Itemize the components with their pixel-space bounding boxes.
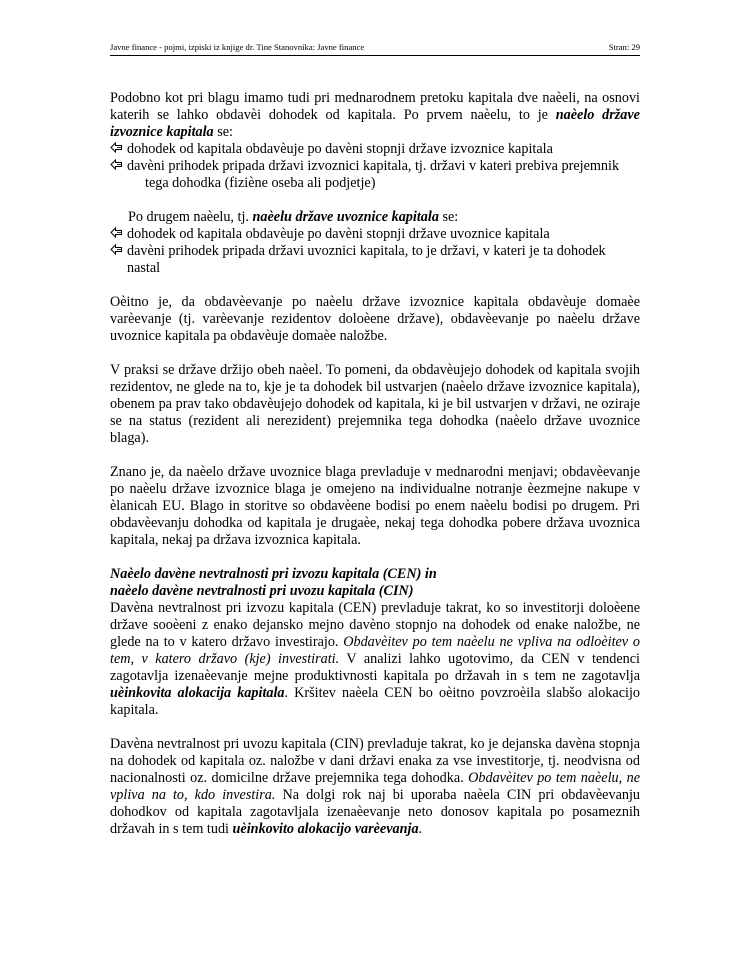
- paragraph-second-principle: [110, 209, 640, 226]
- pointing-hand-icon: [110, 226, 123, 244]
- paragraph-cin: [110, 736, 640, 838]
- text-span: se:: [213, 124, 233, 140]
- text-span: V analizi lahko ugotovimo, da CEN v tendenci zagotavlja izenaèevanje mejne produktivnosti kapitala po državah in s tem ne zagotavlja: [110, 651, 640, 684]
- text-span: . Kršitev naèela CEN bo oèitno povzroèila slabšo alokacijo kapitala.: [110, 685, 640, 718]
- section-heading: [110, 566, 640, 600]
- page-number: Stran: 29: [608, 42, 640, 52]
- emphasis-term: uèinkovito alokacijo varèevanja: [232, 821, 419, 837]
- heading-line: naèelo davène nevtralnosti pri uvozu kapitala (CIN): [110, 583, 414, 599]
- header-title: Javne finance - pojmi, izpiski iz knjige dr. Tine Stanovnika: Javne finance: [110, 42, 365, 52]
- page-header: [110, 42, 640, 56]
- paragraph-goods: Znano je, da naèelo države uvoznice blaga prevladuje v mednarodni menjavi; obdavèevanje po naèelu države izvoznice blaga je omejeno na individualne notranje èezmejne nakupe v èlanicah EU. Blago in storitve so obdavèene bodisi po enem naèelu bodisi po drugem. Pri obdavèevanju dohodka od kapitala je drugaèe, nekaj tega dohodka pobere država uvoznica kapitala, nekaj pa država izvoznica kapitala.: [110, 464, 640, 548]
- paragraph-cen: [110, 600, 640, 719]
- list-item-text: davèni prihodek pripada državi uvoznici kapitala, to je državi, v kateri je ta dohodek: [127, 243, 606, 259]
- text-span: Podobno kot pri blagu imamo tudi pri mednarodnem pretoku kapitala dve naèeli, na osnovi katerih se lahko obdavèi dohodek od kapitala. Po prvem naèelu, to je: [110, 90, 640, 123]
- italic-text: Obdavèitev po tem naèelu, ne vpliva na to, kdo investira.: [110, 770, 640, 803]
- pointing-hand-icon: [110, 141, 123, 159]
- list-item-text: dohodek od kapitala obdavèuje po davèni stopnji države izvoznice kapitala: [127, 141, 553, 157]
- paragraph-intro: [110, 90, 640, 141]
- list-item: [110, 141, 640, 158]
- text-span: Po drugem naèelu, tj.: [128, 209, 253, 225]
- text-span: Na dolgi rok naj bi uporaba naèela CIN pri obdavèevanju dohodkov od kapitala zagotavljala izenaèevanje neto donosov kapitala po posameznih državah in s tem tudi: [110, 787, 640, 837]
- italic-text: Obdavèitev po tem naèelu ne vpliva na odloèitev o tem, v katero državo (kje) investirati.: [110, 634, 640, 667]
- list-item: [110, 158, 640, 192]
- text-span: .: [418, 821, 423, 837]
- list-item-text: davèni prihodek pripada državi izvoznici kapitala, tj. državi v kateri prebiva prejemnik: [127, 158, 620, 174]
- text-span: Davèna nevtralnost pri izvozu kapitala (CEN) prevladuje takrat, ko so investitorji doloèene države sooèeni z enako dejansko mejno davèno stopnjo na dohodek od enake naložbe, ne glede na to v katero državo investirajo.: [110, 600, 640, 650]
- text-span: Davèna nevtralnost pri uvozu kapitala (CIN) prevladuje takrat, ko je dejanska davèna stopnja na dohodek od kapitala oz. naložbe v dani državi enaka za vse investitorje, tj. neodvisna od nacionalnosti oz. domicilne države prejemnika tega dohodka.: [110, 736, 640, 786]
- paragraph-observation: Oèitno je, da obdavèevanje po naèelu države izvoznice kapitala obdavèuje domaèe varèevanje (tj. varèevanje rezidentov doloèene države), obdavèevanje po naèelu države uvoznice kapitala pa obdavèuje domaèe naložbe.: [110, 294, 640, 344]
- paragraph-practice: V praksi se države držijo obeh naèel. To pomeni, da obdavèujejo dohodek od kapitala svojih rezidentov, ne glede na to, kje je ta dohodek bil ustvarjen (naèelo države izvoznice kapitala), obenem pa prav tako obdavèujejo dohodek od kapitala, ki je bil ustvarjen v državi, ne oziraje se na status (rezident ali nerezident) prejemnika tega dohodka (naèelo države uvoznice blaga).: [110, 362, 640, 446]
- heading-line: Naèelo davène nevtralnosti pri izvozu kapitala (CEN) in: [110, 566, 437, 582]
- text-span: se:: [438, 209, 459, 225]
- pointing-hand-icon: [110, 243, 123, 261]
- list-item: [110, 226, 640, 243]
- emphasis-term: naèelo države izvoznice kapitala: [110, 107, 640, 140]
- document-body: [110, 90, 640, 838]
- emphasis-term: naèelu države uvoznice kapitala: [252, 209, 439, 225]
- list-item-continuation: nastal: [127, 260, 161, 276]
- list-item-continuation: tega dohodka (fiziène oseba ali podjetje): [145, 175, 376, 191]
- list-item: [110, 243, 640, 277]
- pointing-hand-icon: [110, 158, 123, 176]
- emphasis-term: uèinkovita alokacija kapitala: [110, 685, 285, 701]
- list-item-text: dohodek od kapitala obdavèuje po davèni stopnji države uvoznice kapitala: [127, 226, 550, 242]
